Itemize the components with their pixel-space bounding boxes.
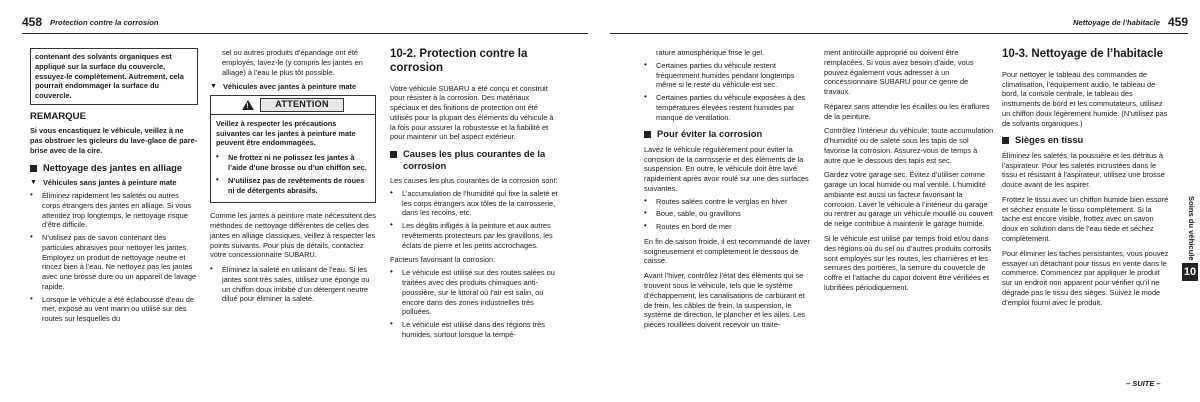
list-item: • Routes salées contre le verglas en hiver (644, 195, 788, 206)
continued-footer: – SUITE – (1126, 379, 1161, 388)
warning-triangle-icon: ! (242, 100, 254, 110)
triangle-bullet-icon: ▼ (30, 179, 37, 187)
factors-intro: Facteurs favorisant la corrosion: (390, 255, 496, 265)
attention-box (210, 95, 376, 203)
list-item: • Lorsque le véhicule a été éclaboussé d’eau de mer, exposé au vent marin ou utilisé sur des routes sur lesquelles du (30, 293, 195, 324)
square-bullet-icon (644, 131, 651, 138)
corrosion-section-title: 10-2. Protection contre la corrosion (390, 48, 528, 74)
square-bullet-icon (390, 151, 397, 158)
fabric-seats-heading: Sièges en tissu (1002, 134, 1170, 145)
attention-header (211, 96, 375, 115)
side-tab-label: Soins du véhicule (1187, 195, 1196, 261)
interior-section-title: 10-3. Nettoyage de l’habitacle (1002, 48, 1164, 60)
right-column-2 (824, 48, 994, 298)
garage-paragraph: Gardez votre garage sec. Évitez d’utiliser comme garage un local humide ou mal ventilé. L’humidité ambiante est aussi un facteur favorisant la corrosion. Laver le véhicule à l’intérieur du garage ou rentrer au garage un véhicule mouillé ou couvert de neige contribue à maintenir le garage humide. (824, 170, 993, 229)
matte-subheading: ▼ Véhicules avec jantes à peinture mate (210, 82, 357, 92)
prevent-intro: Lavez le véhicule régulièrement pour éviter la corrosion de la carrosserie et des éléments de la suspension. En outre, le véhicule doit être lavé rapidement après avoir roulé sur une des surfaces suivantes. (644, 144, 809, 193)
rust-treatment-paragraph: ment antirouille approprié ou doivent être remplacées. Si vous avez besoin d’aide, vous pouvez également vous adresser à un concessionnaire SUBARU pour ce genre de travaux. (824, 48, 974, 97)
prevent-corrosion-heading: Pour éviter la corrosion (644, 128, 814, 139)
left-page-number: 458 (22, 15, 43, 30)
interior-check-paragraph: Contrôlez l’intérieur du véhicule; toute accumulation d’humidité ou de saleté sous les tapis de sol favorise la corrosion. Assurez-vous de temps à autre que le dessous des tapis est sec. (824, 126, 994, 165)
attention-body (211, 115, 375, 202)
square-bullet-icon (30, 165, 37, 172)
right-page (610, 0, 1200, 402)
list-item: • Certaines parties du véhicule restent fréquemment humides pendant longtemps même si le reste du véhicule est sec. (644, 59, 795, 90)
corrosion-intro: Votre véhicule SUBARU a été conçu et construit pour résister à la corrosion. Des matériaux spéciaux et des finitions de protection ont été utilisés pour la plupart des éléments du véhicule à la fois pour assurer la robustesse et la fiabilité et pour maintenir un bel aspect extérieur. (390, 83, 554, 142)
remark-text: Si vous encastiquez le véhicule, veillez à ne pas obstruer les gicleurs du lave-glace de pare-brise avec de la cire. (30, 126, 198, 156)
list-item: • Ne frottez ni ne polissez les jantes à l’aide d’une brosse ou d’un chiffon sec. (216, 152, 367, 172)
temperature-continuation: rature atmosphérique frise le gel. (656, 48, 765, 57)
cold-weather-paragraph: Si le véhicule est utilisé par temps froid et/ou dans des régions où du sel ou d’autres produits corrosifs sont employés sur les routes, les charnières et les serrures des portières, la serrure du couvercle de coffre et l’attache du capot doivent être vérifiées et lubrifiées périodiquement. (824, 234, 992, 292)
list-item: • L’accumulation de l’humidité qui fixe la saleté et les corps étrangers aux tôles de la carrosserie, dans les recoins, etc. (390, 187, 558, 218)
list-item: • Certaines parties du véhicule exposées à des températures élevées restent humides par manque de ventilation. (644, 92, 806, 122)
right-header (1073, 16, 1188, 30)
before-winter-paragraph: Avant l’hiver, contrôlez l’état des éléments qui se trouvent sous le véhicule, tels que le système d’échappement, les canalisations de carburant et de frein, les câbles de frein, la suspension, le système de direction, le plancher et les ailes. Les pièces rouillées doivent recevoir un traite- (644, 271, 806, 330)
attention-intro: Veillez à respecter les précautions suivantes car les jantes à peinture mate peuvent être endommagées. (216, 118, 356, 148)
interior-intro: Pour nettoyer le tableau des commandes de climatisation, l’équipement audio, le tableau de bord, la console centrale, le tableau des instruments de bord et les commutateurs, utilisez un chiffon doux légèrement humide. (N’utilisez pas de solvants organiques.) (1002, 69, 1168, 128)
paint-repair-paragraph: Réparez sans attendre les écailles ou les éraflures de la peinture. (824, 101, 990, 121)
list-item: • N’utilisez pas de savon contenant des particules abrasives pour nettoyer les jantes. Employez un produit de nettoyage neutre et rincez bien à l’eau. Ne nettoyez pas les jantes avec une brosse dure ou un appareil de lavage rapide. (30, 232, 197, 291)
list-item: • Le véhicule est utilisé dans des régions très humides, surtout lorsque la tempé- (390, 319, 545, 339)
damp-cloth-paragraph: Frottez le tissu avec un chiffon humide bien essoré et séchez ensuite le tissu complètement. Si la tache est encore visible, frottez avec un savon doux en solution dans de l’eau tiède et séchez complètement. (1002, 194, 1169, 243)
list-item: • Routes en bord de mer (644, 221, 732, 232)
triangle-bullet-icon: ▼ (210, 83, 217, 91)
right-header-rule (610, 33, 1188, 34)
left-column-1 (30, 48, 198, 327)
salt-continuation: sel ou autres produits d’épandage ont été employés, lavez-le (y compris les jantes en alliage) à l’eau le plus tôt possible. (222, 48, 363, 77)
side-tab-number: 10 (1182, 263, 1198, 281)
cover-warning-box: contenant des solvants organiques est appliqué sur la surface du couvercle, essuyez-le complètement. Autrement, cela pourrait endommager la surface du couvercle. (30, 48, 198, 105)
right-column-3 (1002, 48, 1170, 312)
winter-end-paragraph: En fin de saison froide, il est recommandé de laver soigneusement et complètement le dessous de caisse. (644, 236, 810, 266)
left-header-rule (22, 33, 588, 34)
causes-heading: Causes les plus courantes de la corrosion (390, 148, 558, 171)
no-matte-subheading: ▼ Véhicules sans jantes à peinture mate (30, 178, 177, 188)
list-item: • Boue, sable, ou gravillons (644, 208, 741, 219)
list-item: • Les dégâts infligés à la peinture et aux autres revêtements protecteurs par les gravillons, les éclats de pierre et les petits accrochages. (390, 220, 553, 250)
matte-paragraph: Comme les jantes à peinture mate nécessitent des méthodes de nettoyage différentes de celles des jantes en alliage classiques, veillez à respecter les points suivants. Pour plus de détails, contactez votre concessionnaire SUBARU. (210, 211, 376, 260)
right-page-number: 459 (1167, 15, 1188, 30)
left-column-3 (390, 48, 558, 343)
square-bullet-icon (1002, 137, 1009, 144)
right-header-title: Nettoyage de l’habitacle (1073, 17, 1160, 27)
left-column-2 (210, 48, 376, 307)
causes-intro: Les causes les plus courantes de la corrosion sont: (390, 176, 558, 186)
list-item: • Éliminez rapidement les saletés ou autres corps étrangers des jantes en alliage. Si vous attendez trop longtemps, le nettoyage risque d’être difficile. (30, 190, 192, 230)
left-header (22, 16, 158, 30)
attention-label: ATTENTION (260, 98, 344, 112)
stain-remover-paragraph: Pour éliminer les taches persistantes, vous pouvez essayer un détachant pour tissus en vente dans le commerce. Commencez par appliquer le produit sur un endroit non apparent pour vérifier qu’il ne dégrade pas le tissu des sièges. Suivez le mode d’emploi fourni avec le produit. (1002, 248, 1169, 307)
left-page (0, 0, 590, 402)
list-item: • Le véhicule est utilisé sur des routes salées ou traitées avec des produits chimiques anti-poussière, sur le littoral où l’air est salin, ou encore dans des zones industrielles très polluées. (390, 267, 555, 317)
alloy-wheels-heading: Nettoyage des jantes en alliage (30, 162, 198, 173)
left-header-title: Protection contre la corrosion (50, 17, 159, 27)
right-column-1 (644, 48, 814, 335)
vacuum-paragraph: Éliminez les saletés, la poussière et les détritus à l’aspirateur. Pour les saletés incrustées dans le tissu et résistant à l’aspirateur, utilisez une brosse douce avant de les aspirer. (1002, 150, 1165, 190)
list-item: • N’utilisez pas de revêtements de roues ni de détergents abrasifs. (216, 174, 365, 195)
list-item: • Éliminez la saleté en utilisant de l’eau. Si les jantes sont très sales, utilisez une éponge ou un chiffon doux imbibé d’un détergent neutre dilué pour éliminer la saleté. (210, 264, 370, 304)
remark-title: REMARQUE (30, 110, 86, 122)
